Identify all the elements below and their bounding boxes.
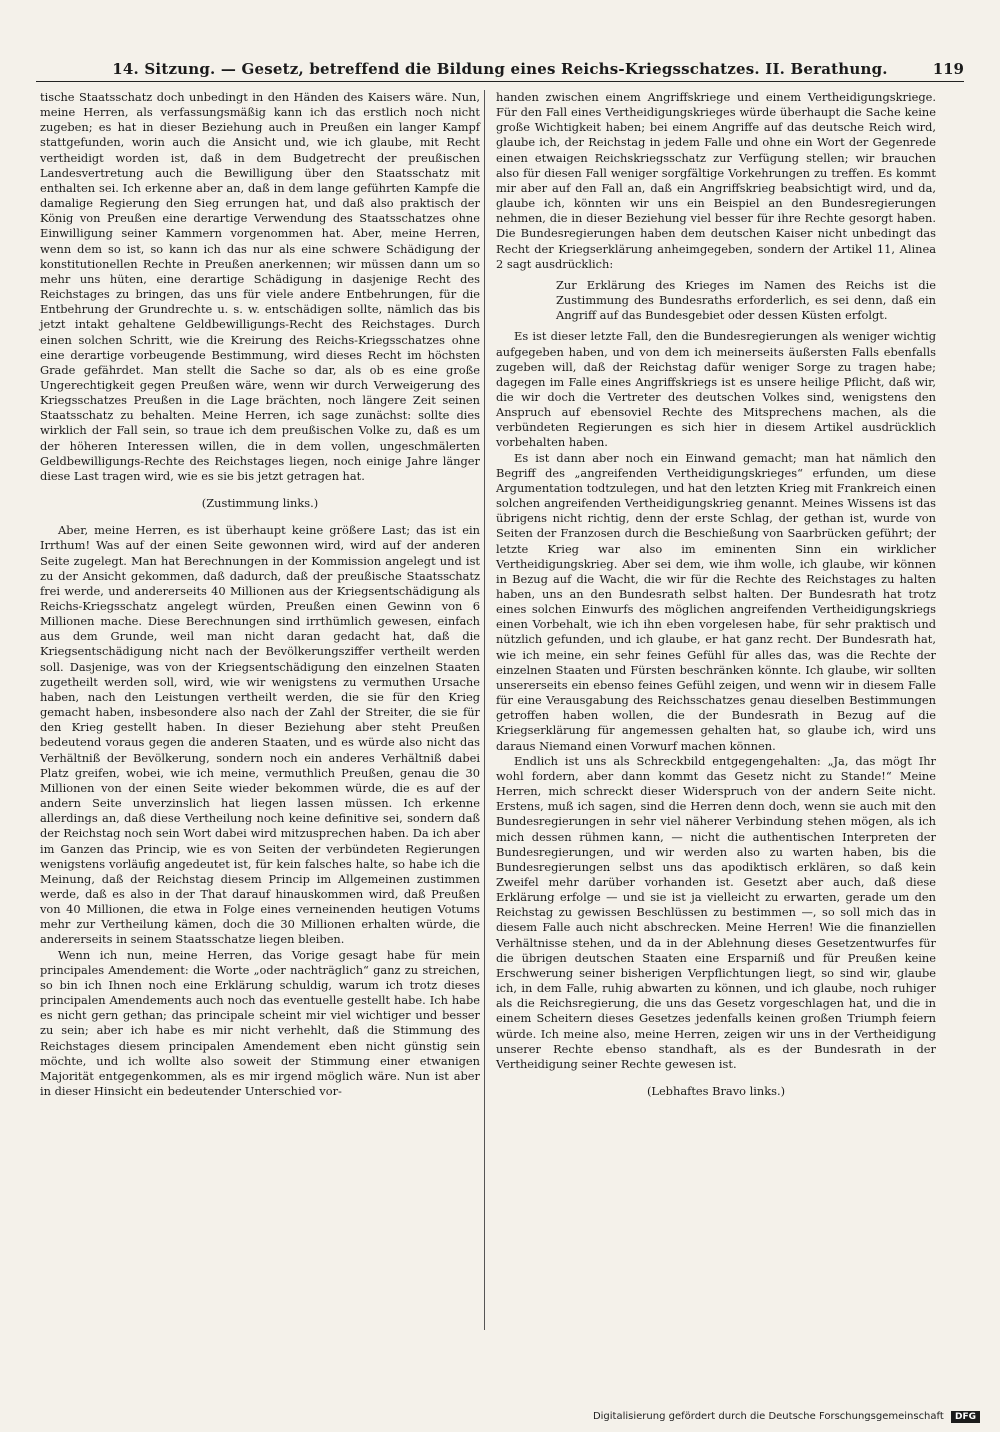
article-quote: Zur Erklärung des Krieges im Namen des Reichs ist die Zustimmung des Bundesraths erforderlich, es sei denn, daß ein Angriff auf das Bundesgebiet oder dessen Küsten erfolgt. bbox=[556, 277, 936, 323]
left-paragraph-1: tische Staatsschatz doch unbedingt in den Händen des Kaisers wäre. Nun, meine Herren, als verfassungsmäßig kann ich das erstlich noch nicht zugeben; es hat in dieser Beziehung auch in Preußen ein langer Kampf stattgefunden, worin auch die Ansicht und, wie ich glaube, mit Recht vertheidigt worden ist, daß in dem Budgetrecht der preußischen Landesvertretung auch die Bewilligung über den Staatsschatz mit enthalten sei. Ich erkenne aber an, daß in dem lange geführten Kampfe die damalige Regierung den Sieg errungen hat, und daß also praktisch der König von Preußen eine derartige Verwendung des Staatsschatzes ohne Einwilligung seiner Kammern vorgenommen hat. Aber, meine Herren, wenn dem so ist, so kann ich das nur als eine schwere Schädigung der konstitutionellen Rechte in Preußen anerkennen; wir müssen dann um so mehr uns hüten, eine derartige Schädigung in dasjenige Recht des Reichstages zu bringen, das uns für viele andere Entbehrungen, für die Entbehrung der Grundrechte u. s. w. entschädigen sollte, nämlich das bis jetzt intakt gehaltene Geldbewilligungs-Recht des Reichstages. Durch einen solchen Schritt, wie die Kreirung des Reichs-Kriegsschatzes ohne eine derartige vorbeugende Bestimmung, wird dieses Recht im höchsten Grade gefährdet. Man stellt die Sache so dar, als ob es eine große Ungerechtigkeit gegen Preußen wäre, wenn wir durch Verweigerung des Kriegsschatzes Preußen in die Lage brächten, noch längere Zeit seinen Staatsschatz zu behalten. Meine Herren, ich sage zunächst: sollte dies wirklich der Fall sein, so traue ich dem preußischen Volke zu, daß es um der höheren Interessen willen, die in dem vollen, ungeschmälerten Geldbewilligungs-Rechte des Reichstages liegen, noch einige Jahre länger diese Last tragen wird, wie es sie bis jetzt getragen hat. bbox=[40, 90, 480, 483]
right-paragraph-1: handen zwischen einem Angriffskriege und einem Vertheidigungskriege. Für den Fall eines Vertheidigungskrieges würde überhaupt die Sache keine große Wichtigkeit haben; bei einem Angriffe auf das deutsche Reich wird, glaube ich, der Reichstag in jedem Falle und ohne ein Wort der Gegenrede einen etwaigen Reichskriegsschatz zur Verfügung stellen; wir brauchen also für diesen Fall weniger sorgfältige Vorkehrungen zu treffen. Es kommt mir aber auf den Fall an, daß ein Angriffskrieg beabsichtigt wird, und da, glaube ich, könnten wir uns ein Beispiel an den Bundesregierungen nehmen, die in dieser Beziehung viel besser für ihre Rechte gesorgt haben. Die Bundesregierungen haben dem deutschen Kaiser nicht unbedingt das Recht der Kriegserklärung anheimgegeben, sondern der Artikel 11, Alinea 2 sagt ausdrücklich: bbox=[496, 90, 936, 271]
right-paragraph-2: Es ist dieser letzte Fall, den die Bundesregierungen als weniger wichtig aufgegeben haben, und von dem ich meinerseits äußersten Falls ebenfalls zugeben will, daß der Reichstag dafür weniger Sorge zu tragen habe; dagegen im Falle eines Angriffskriegs ist es unsere heilige Pflicht, daß wir, die wir doch die Vertreter des deutschen Volkes sind, wenigstens den Anspruch auf ebensoviel Rechte des Mitsprechens machen, als die verbündeten Regierungen es sich hier in diesem Artikel ausdrücklich vorbehalten haben. bbox=[496, 329, 936, 450]
right-interjection: (Lebhaftes Bravo links.) bbox=[646, 1084, 786, 1098]
page-number: 119 bbox=[932, 60, 964, 78]
running-title: 14. Sitzung. — Gesetz, betreffend die Bildung eines Reichs-Kriegsschatzes. II. Berathung. bbox=[112, 60, 888, 78]
footer-credit: Digitalisierung gefördert durch die Deutsche Forschungsgemeinschaft bbox=[592, 1411, 944, 1422]
left-paragraph-2: Aber, meine Herren, es ist überhaupt keine größere Last; das ist ein Irrthum! Was auf der einen Seite gewonnen wird, wird auf der anderen Seite zugelegt. Man hat Berechnungen in der Kommission angelegt und ist zu der Ansicht gekommen, daß dadurch, daß der preußische Staatsschatz frei werde, und andererseits 40 Millionen aus der Kriegsentschädigung als Reichs-Kriegsschatz angelegt würden, Preußen einen Gewinn von 6 Millionen mache. Diese Berechnungen sind irrthümlich gewesen, einfach aus dem Grunde, weil man nicht daran gedacht hat, daß die Kriegsentschädigung nicht nach der Bevölkerungsziffer vertheilt werden soll. Dasjenige, was von der Kriegsentschädigung den einzelnen Staaten zugetheilt werden soll, wird, wie wir wenigstens zu vermuthen Ursache haben, nach den Leistungen vertheilt werden, die sie für den Krieg gemacht haben, insbesondere also nach der Zahl der Streiter, die sie für den Krieg gestellt haben. In dieser Beziehung aber steht Preußen bedeutend voraus gegen die anderen Staaten, und es würde also nicht das Verhältniß der Bevölkerung, sondern noch ein anderes Verhältniß dabei Platz greifen, wobei, wie ich meine, vermuthlich Preußen, genau die 30 Millionen von der einen Seite wieder bekommen würde, die es auf der andern Seite unverzinslich hat liegen lassen müssen. Ich erkenne allerdings an, daß diese Vertheilung noch keine definitive sei, sondern daß der Reichstag noch sein Wort dabei wird mitzusprechen haben. Da ich aber im Ganzen das Princip, wie es von Seiten der verbündeten Regierungen wenigstens vorläufig angedeutet ist, für kein falsches halte, so habe ich die Meinung, daß der Reichstag diesem Princip im Allgemeinen zustimmen werde, daß es also in der That darauf hinauskommen wird, daß Preußen von 40 Millionen, die etwa in Folge eines verneinenden heutigen Votums mehr zur Vertheilung kämen, doch die 30 Millionen erhalten würde, die andererseits in seinem Staatsschatze liegen bleiben. bbox=[40, 523, 480, 947]
right-column bbox=[496, 90, 936, 1111]
digitization-footer bbox=[500, 1411, 980, 1423]
dfg-logo: DFG bbox=[951, 1411, 980, 1423]
left-column bbox=[40, 90, 480, 1099]
right-paragraph-4: Endlich ist uns als Schreckbild entgegengehalten: „Ja, das mögt Ihr wohl fordern, aber dann kommt das Gesetz nicht zu Stande!“ Meine Herren, mich schreckt dieser Widerspruch von der andern Seite nicht. Erstens, muß ich sagen, sind die Herren denn doch, wenn sie auch mit den Bundesregierungen in sehr viel näherer Verbindung stehen mögen, als ich mich dessen rühmen kann, — nicht die authentischen Interpreten der Bundesregierungen, und wir werden also zu warten haben, bis die Bundesregierungen selbst uns das apodiktisch erklären, so daß kein Zweifel mehr darüber vorhanden ist. Gesetzt aber auch, daß diese Erklärung erfolge — und sie ist ja vielleicht zu erwarten, gerade um den Reichstag zu gewissen Beschlüssen zu bestimmen —, so soll mich das in diesem Falle auch nicht abschrecken. Meine Herren! Wie die finanziellen Verhältnisse stehen, und da in der Ablehnung dieses Gesetzentwurfes für die übrigen deutschen Staaten eine Ersparniß und für Preußen keine Erschwerung seiner bisherigen Verpflichtungen liegt, so sind wir, glaube ich, in dem Falle, ruhig abwarten zu können, und ich glaube, noch ruhiger als die Reichsregierung, die uns das Gesetz vorgeschlagen hat, und die in einem Scheitern dieses Gesetzes jedenfalls keinen großen Triumph feiern würde. Ich meine also, meine Herren, zeigen wir uns in der Vertheidigung unserer Rechte ebenso standhaft, als es der Bundesrath in der Vertheidigung seiner Rechte gewesen ist. bbox=[496, 753, 936, 1071]
page-header bbox=[36, 52, 964, 82]
right-paragraph-3: Es ist dann aber noch ein Einwand gemacht; man hat nämlich den Begriff des „angreifenden Vertheidigungskrieges“ erfunden, um diese Argumentation todtzulegen, und hat den letzten Krieg mit Frankreich einen solchen angreifenden Vertheidigungskrieg genannt. Meines Wissens ist das übrigens nicht richtig, denn der erste Schlag, der gethan ist, wurde von Seiten der Franzosen durch die Beschießung von Saarbrücken geführt; der letzte Krieg war also im eminenten Sinn ein wirklicher Vertheidigungskrieg. Aber sei dem, wie ihm wolle, ich glaube, wir können in Bezug auf die Wacht, die wir für die Rechte des Reichstages zu halten haben, uns an den Bundesrath selbst halten. Der Bundesrath hat trotz eines solchen Einwurfs des möglichen angreifenden Vertheidigungskriegs einen Vorbehalt, wie ich ihn eben vorgelesen habe, für sehr praktisch und nützlich gefunden, und ich glaube, er hat ganz recht. Der Bundesrath hat, wie ich meine, ein sehr feines Gefühl für alles das, was die Rechte der einzelnen Staaten und Fürsten beschränken könnte. Ich glaube, wir sollten unsererseits ein ebenso feines Gefühl zeigen, und wenn wir in diesem Falle für eine Verausgabung des Reichsschatzes genau dieselben Bestimmungen getroffen haben wollen, die der Bundesrath in Bezug auf die Kriegserklärung für angemessen gehalten hat, so glaube ich, wird uns daraus Niemand einen Vorwurf machen können. bbox=[496, 450, 936, 753]
left-paragraph-3: Wenn ich nun, meine Herren, das Vorige gesagt habe für mein principales Amendement: die Worte „oder nachträglich“ ganz zu streichen, so bin ich Ihnen noch eine Erklärung schuldig, warum ich trotz dieses principalen Amendements auch noch das eventuelle gestellt habe. Ich habe es nicht gern gethan; das principale scheint mir viel wichtiger und besser zu sein; aber ich habe es mir nicht verhehlt, daß die Stimmung des Reichstages diesem principalen Amendement eben nicht günstig sein möchte, und ich wollte also soweit der Stimmung einer etwanigen Majorität entgegenkommen, als es mir irgend möglich wäre. Nun ist aber in dieser Hinsicht ein bedeutender Unterschied vor- bbox=[40, 947, 480, 1098]
left-interjection: (Zustimmung links.) bbox=[201, 496, 319, 511]
column-divider bbox=[484, 90, 485, 1330]
